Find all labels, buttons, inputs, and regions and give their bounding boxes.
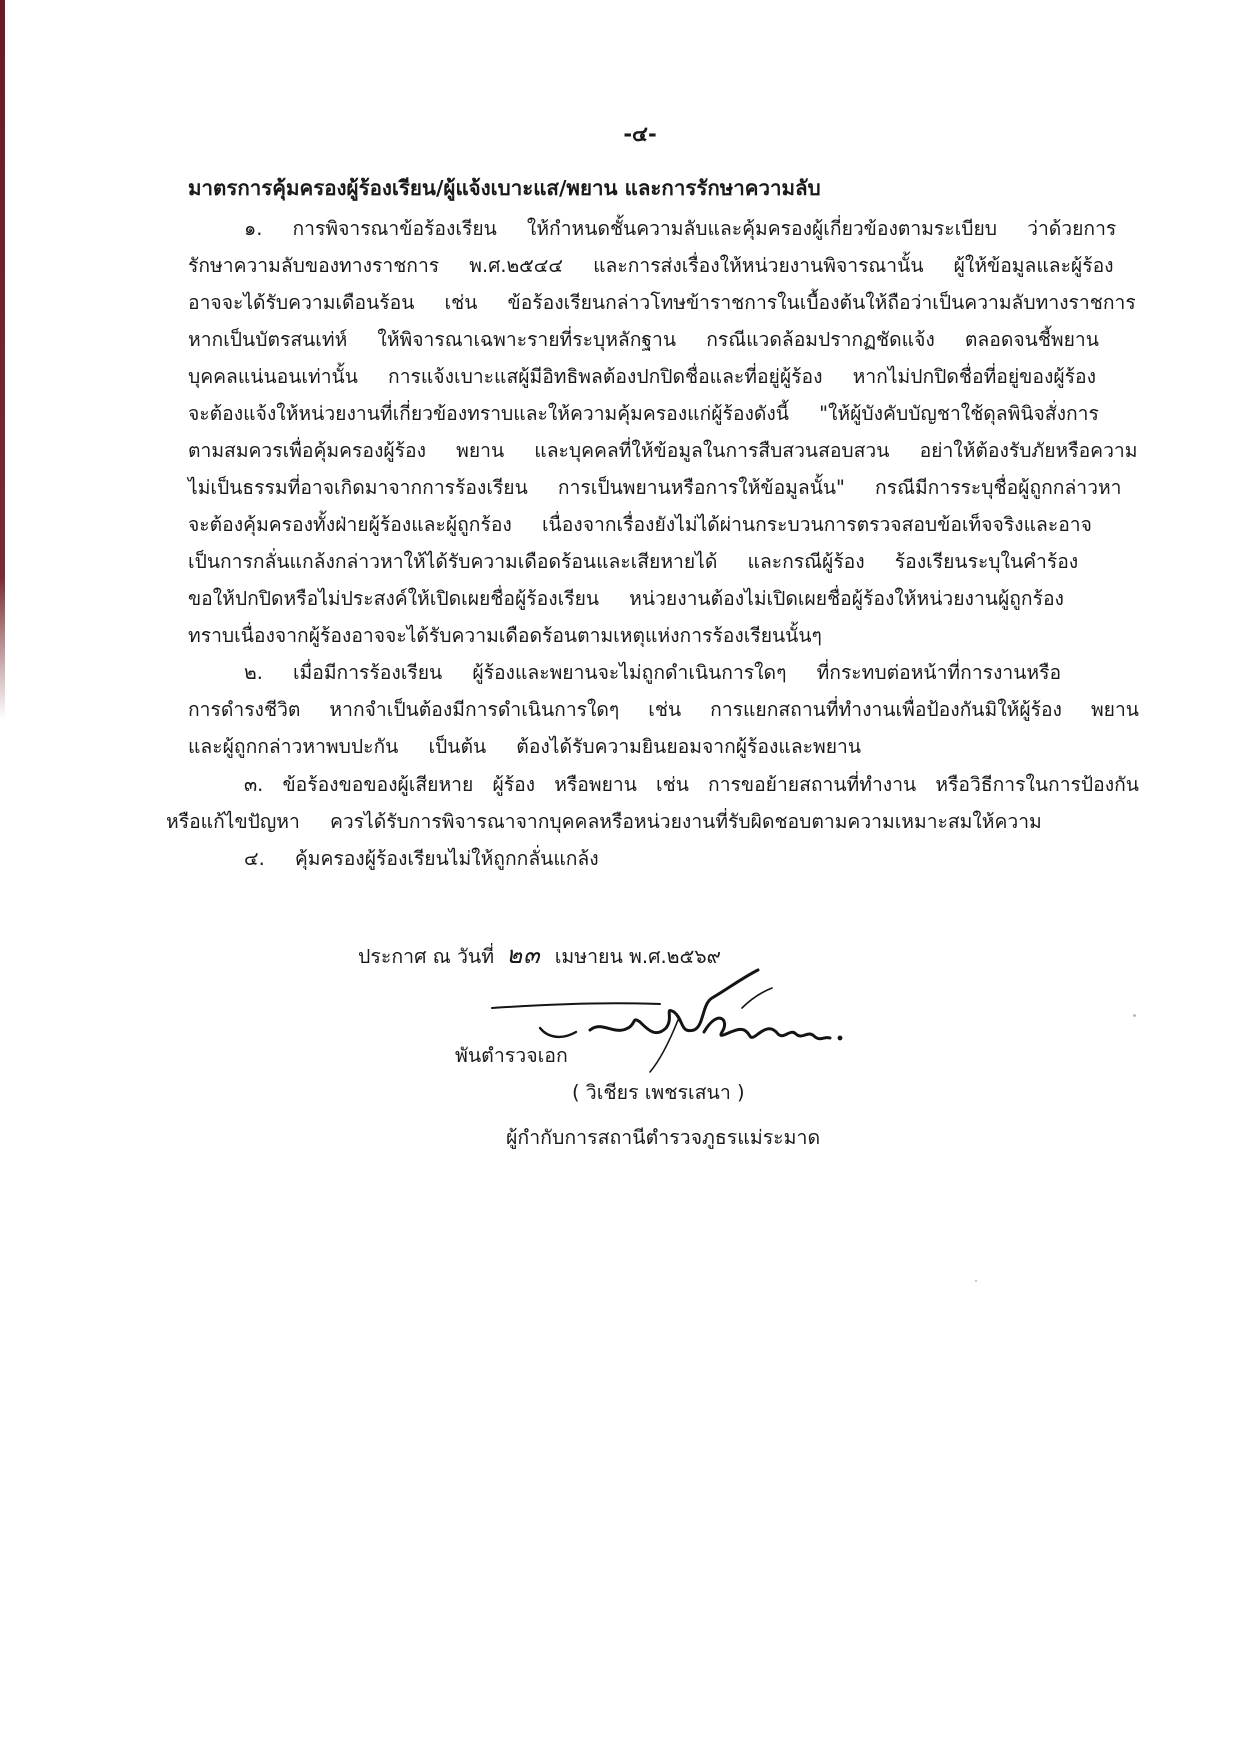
body-line: หากเป็นบัตรสนเท่ห์ ให้พิจารณาเฉพาะรายที่ระบุหลักฐาน กรณีแวดล้อมปรากฏชัดแจ้ง ตลอดจนชี้พยาน bbox=[188, 328, 1099, 351]
announcement-month-year: เมษายน พ.ศ.๒๕๖๙ bbox=[554, 945, 721, 968]
body-line: บุคคลแน่นอนเท่านั้น การแจ้งเบาะแสผู้มีอิทธิพลต้องปกปิดชื่อและที่อยู่ผู้ร้อง หากไม่ปกปิดชื่อที่อยู่ของผู้ร้อง bbox=[188, 365, 1097, 388]
page-number: -๔- bbox=[623, 122, 657, 146]
body-line: ๑. การพิจารณาข้อร้องเรียน ให้กำหนดชั้นความลับและคุ้มครองผู้เกี่ยวข้องตามระเบียบ ว่าด้วยการ bbox=[244, 217, 1117, 240]
body-line: ๔. คุ้มครองผู้ร้องเรียนไม่ให้ถูกกลั่นแกล้ง bbox=[244, 847, 599, 870]
section-heading: มาตรการคุ้มครองผู้ร้องเรียน/ผู้แจ้งเบาะแส/พยาน และการรักษาความลับ bbox=[188, 176, 821, 200]
signatory-name: ( วิเชียร เพชรเสนา ) bbox=[572, 1081, 745, 1104]
body-line: อาจจะได้รับความเดือนร้อน เช่น ข้อร้องเรียนกล่าวโทษข้าราชการในเบื้องต้นให้ถือว่าเป็นความลับทางราชการ bbox=[188, 291, 1136, 314]
body-line: เป็นการกลั่นแกล้งกล่าวหาให้ได้รับความเดือดร้อนและเสียหายได้ และกรณีผู้ร้อง ร้องเรียนระบุในคำร้อง bbox=[188, 550, 1079, 573]
body-line: ตามสมควรเพื่อคุ้มครองผู้ร้อง พยาน และบุคคลที่ให้ข้อมูลในการสืบสวนสอบสวน อย่าให้ต้องรับภัยหรือความ bbox=[188, 439, 1138, 462]
body-line: จะต้องแจ้งให้หน่วยงานที่เกี่ยวข้องทราบและให้ความคุ้มครองแก่ผู้ร้องดังนี้ "ให้ผู้บังคับบัญชาใช้ดุลพินิจสั่งการ bbox=[188, 402, 1099, 425]
signatory-position: ผู้กำกับการสถานีตำรวจภูธรแม่ระมาด bbox=[506, 1126, 821, 1149]
body-line: จะต้องคุ้มครองทั้งฝ่ายผู้ร้องและผู้ถูกร้อง เนื่องจากเรื่องยังไม่ได้ผ่านกระบวนการตรวจสอบข้อเท็จจริงและอาจ bbox=[188, 513, 1092, 536]
body-line: ทราบเนื่องจากผู้ร้องอาจจะได้รับความเดือดร้อนตามเหตุแห่งการร้องเรียนนั้นๆ bbox=[188, 624, 822, 647]
signatory-rank: พันตำรวจเอก bbox=[455, 1044, 568, 1067]
scan-speck bbox=[975, 1280, 977, 1282]
body-line: ไม่เป็นธรรมที่อาจเกิดมาจากการร้องเรียน การเป็นพยานหรือการให้ข้อมูลนั้น" กรณีมีการระบุชื่อผู้ถูกกล่าวหา bbox=[188, 476, 1122, 499]
announcement-day: ๒๓ bbox=[506, 941, 541, 969]
scan-speck bbox=[1133, 1014, 1136, 1017]
body-line: รักษาความลับของทางราชการ พ.ศ.๒๕๔๔ และการส่งเรื่องให้หน่วยงานพิจารณานั้น ผู้ให้ข้อมูลและผู้ร้อง bbox=[188, 254, 1114, 277]
body-line: ๓. ข้อร้องขอของผู้เสียหาย ผู้ร้อง หรือพยาน เช่น การขอย้ายสถานที่ทำงาน หรือวิธีการในการป้องกัน bbox=[244, 773, 1139, 796]
announcement-prefix: ประกาศ ณ วันที่ bbox=[358, 945, 495, 968]
body-line: ๒. เมื่อมีการร้องเรียน ผู้ร้องและพยานจะไม่ถูกดำเนินการใดๆ ที่กระทบต่อหน้าที่การงานหรือ bbox=[244, 661, 1062, 684]
body-line: หรือแก้ไขปัญหา ควรได้รับการพิจารณาจากบุคคลหรือหน่วยงานที่รับผิดชอบตามความเหมาะสมให้ความ bbox=[166, 810, 1042, 833]
body-line: ขอให้ปกปิดหรือไม่ประสงค์ให้เปิดเผยชื่อผู้ร้องเรียน หน่วยงานต้องไม่เปิดเผยชื่อผู้ร้องให้หน่วยงานผู้ถูกร้อง bbox=[188, 587, 1064, 610]
body-line: การดำรงชีวิต หากจำเป็นต้องมีการดำเนินการใดๆ เช่น การแยกสถานที่ทำงานเพื่อป้องกันมิให้ผู้ร้อง พยาน bbox=[188, 698, 1139, 721]
scan-edge-mark bbox=[0, 0, 5, 720]
body-line: และผู้ถูกกล่าวหาพบปะกัน เป็นต้น ต้องได้รับความยินยอมจากผู้ร้องและพยาน bbox=[188, 735, 862, 758]
